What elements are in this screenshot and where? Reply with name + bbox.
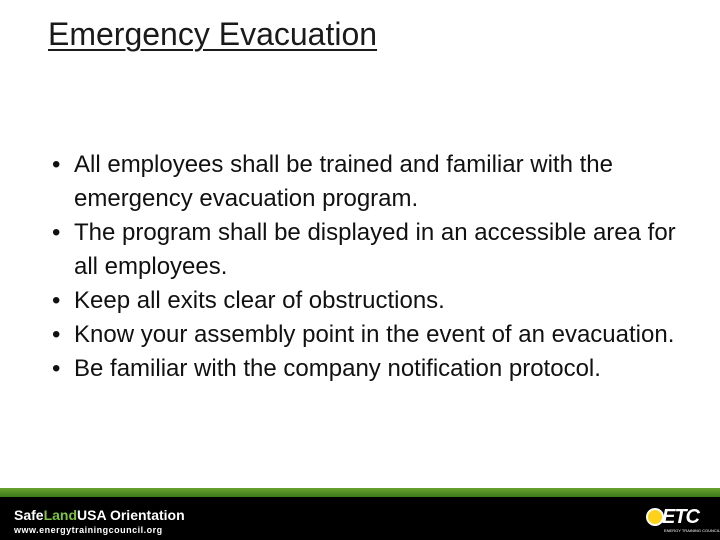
brand-part-orientation: USA Orientation — [77, 507, 185, 523]
bullet-text: Know your assembly point in the event of an evacuation. — [74, 321, 675, 348]
bullet-item — [52, 216, 702, 284]
brand-part-safe: Safe — [14, 507, 44, 523]
bullet-item — [52, 284, 702, 318]
bullet-dot: • — [52, 321, 61, 348]
bullet-dot: • — [52, 151, 61, 178]
bullet-dot: • — [52, 287, 61, 314]
footer-brand — [14, 507, 185, 523]
bullet-item — [52, 318, 702, 352]
slide-title: Emergency Evacuation — [48, 16, 378, 52]
bullet-text: Keep all exits clear of obstructions. — [74, 287, 445, 314]
bullet-item — [52, 148, 702, 216]
etc-logo — [646, 502, 720, 536]
footer-stripe — [0, 488, 720, 497]
bullet-text: All employees shall be trained and familiar with the emergency evacuation program. — [74, 151, 613, 212]
bullet-list — [52, 148, 702, 386]
bullet-dot: • — [52, 355, 61, 382]
bullet-item — [52, 352, 702, 386]
etc-logo-text: ETC — [662, 506, 699, 528]
etc-logo-subtext: ENERGY TRAINING COUNCIL — [664, 528, 720, 533]
footer-website: www.energytrainingcouncil.org — [14, 525, 163, 535]
bullet-text: The program shall be displayed in an accessible area for all employees. — [74, 219, 676, 280]
bullet-dot: • — [52, 219, 61, 246]
bullet-text: Be familiar with the company notification protocol. — [74, 355, 601, 382]
brand-part-land: Land — [43, 507, 78, 523]
